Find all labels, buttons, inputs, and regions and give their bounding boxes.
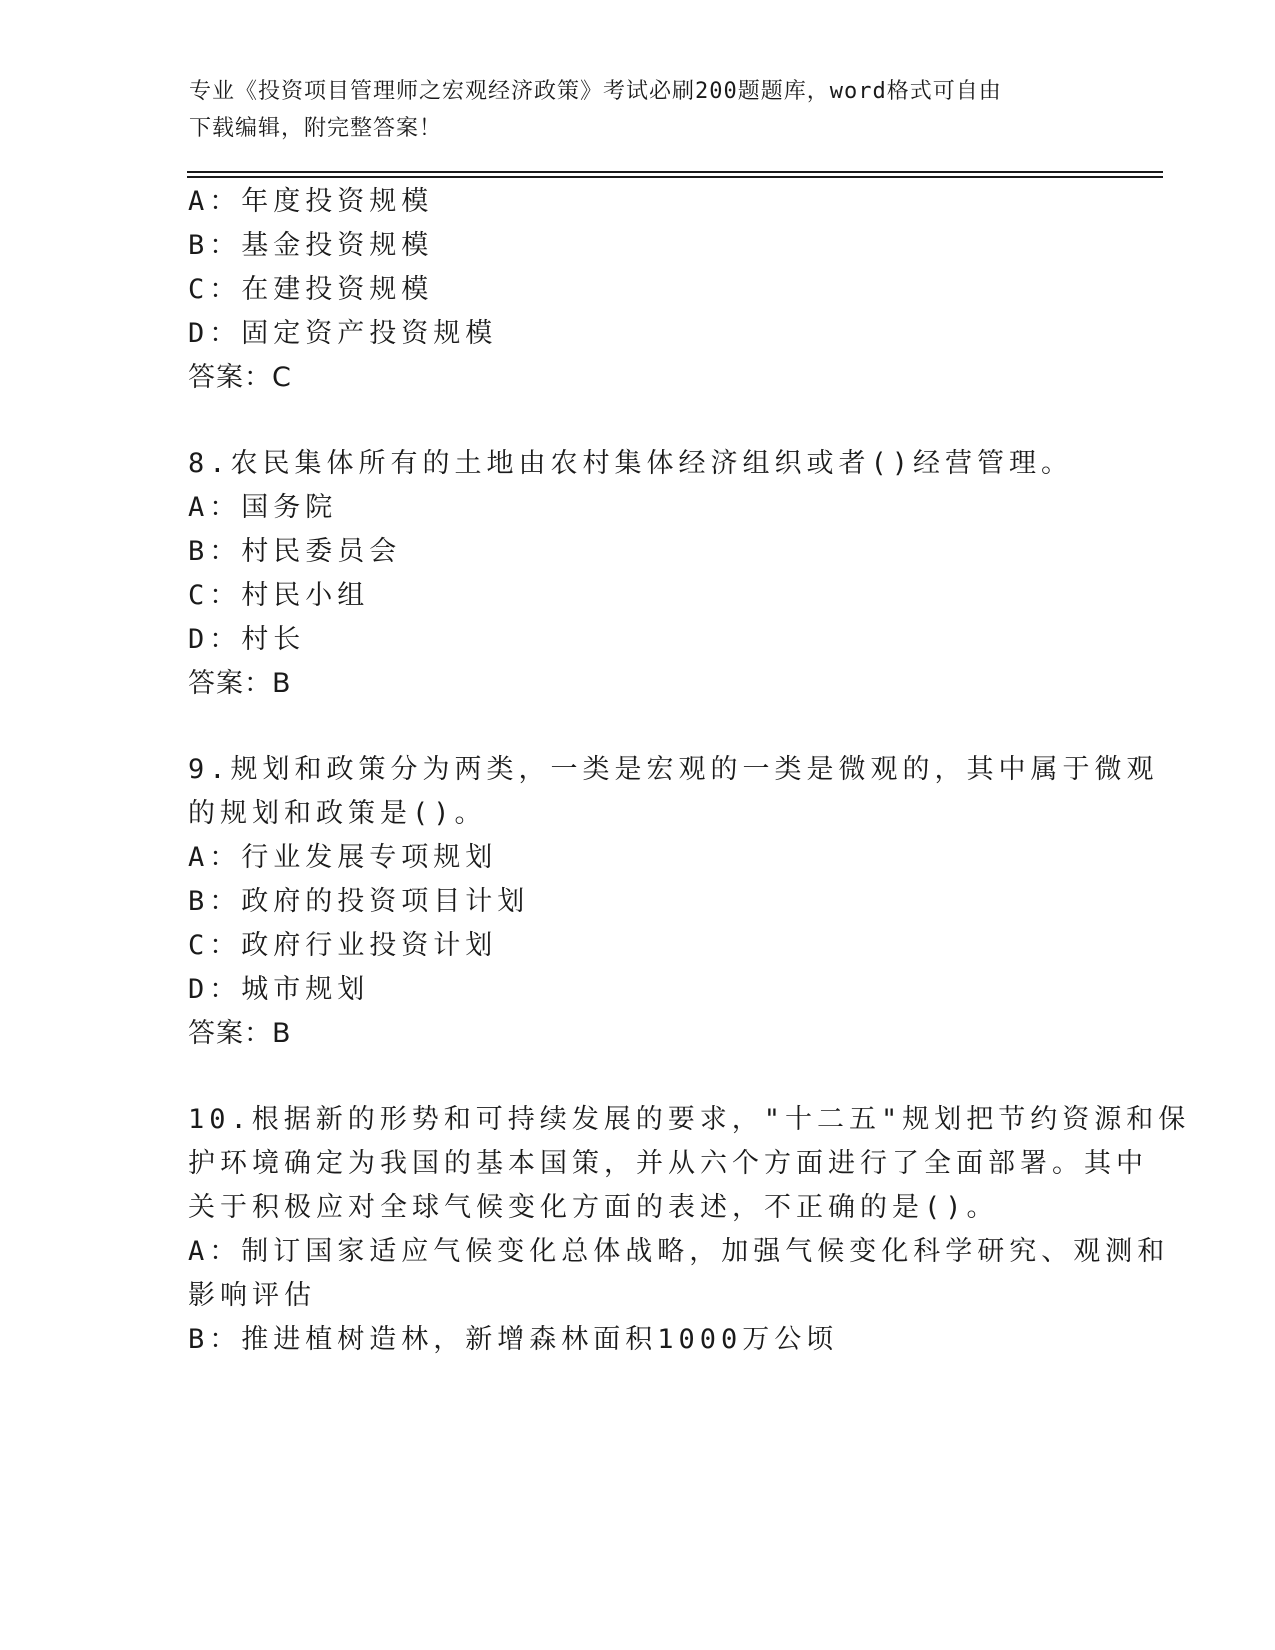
q10-stem-line-2: 护环境确定为我国的基本国策，并从六个方面进行了全面部署。其中: [188, 1148, 1148, 1179]
q8-option-d: D：村长: [188, 624, 306, 655]
q9-answer: 答案：B: [188, 1018, 292, 1049]
q7-option-c: C：在建投资规模: [188, 274, 434, 305]
q9-option-a: A：行业发展专项规划: [188, 842, 498, 873]
q10-stem-line-1: 10.根据新的形势和可持续发展的要求，"十二五"规划把节约资源和保: [188, 1104, 1191, 1135]
q8-stem: 8.农民集体所有的土地由农村集体经济组织或者()经营管理。: [188, 448, 1074, 479]
q10-option-a-line-1: A：制订国家适应气候变化总体战略，加强气候变化科学研究、观测和: [188, 1236, 1170, 1267]
header-line-1: 专业《投资项目管理师之宏观经济政策》考试必刷200题题库，word格式可自由: [189, 79, 1002, 104]
q10-option-a-line-2: 影响评估: [188, 1280, 316, 1311]
q8-option-c: C：村民小组: [188, 580, 370, 611]
q10-stem-line-3: 关于积极应对全球气候变化方面的表述，不正确的是()。: [188, 1192, 999, 1223]
q8-answer: 答案：B: [188, 668, 292, 699]
q9-option-b: B：政府的投资项目计划: [188, 886, 530, 917]
q9-option-d: D：城市规划: [188, 974, 370, 1005]
q9-stem-line-1: 9.规划和政策分为两类，一类是宏观的一类是微观的，其中属于微观: [188, 754, 1159, 785]
q7-option-a: A：年度投资规模: [188, 186, 434, 217]
header-rule-top: [187, 171, 1163, 173]
q10-option-b: B：推进植树造林，新增森林面积1000万公顷: [188, 1324, 839, 1355]
q7-option-d: D：固定资产投资规模: [188, 318, 498, 349]
q8-option-a: A：国务院: [188, 492, 338, 523]
q7-answer: 答案：C: [188, 362, 292, 393]
q9-option-c: C：政府行业投资计划: [188, 930, 498, 961]
document-header: [189, 73, 1089, 147]
q9-stem-line-2: 的规划和政策是()。: [188, 798, 487, 829]
header-line-2: 下载编辑，附完整答案！: [189, 116, 443, 141]
q7-option-b: B：基金投资规模: [188, 230, 434, 261]
header-rule-bottom: [187, 176, 1163, 178]
q8-option-b: B：村民委员会: [188, 536, 402, 567]
